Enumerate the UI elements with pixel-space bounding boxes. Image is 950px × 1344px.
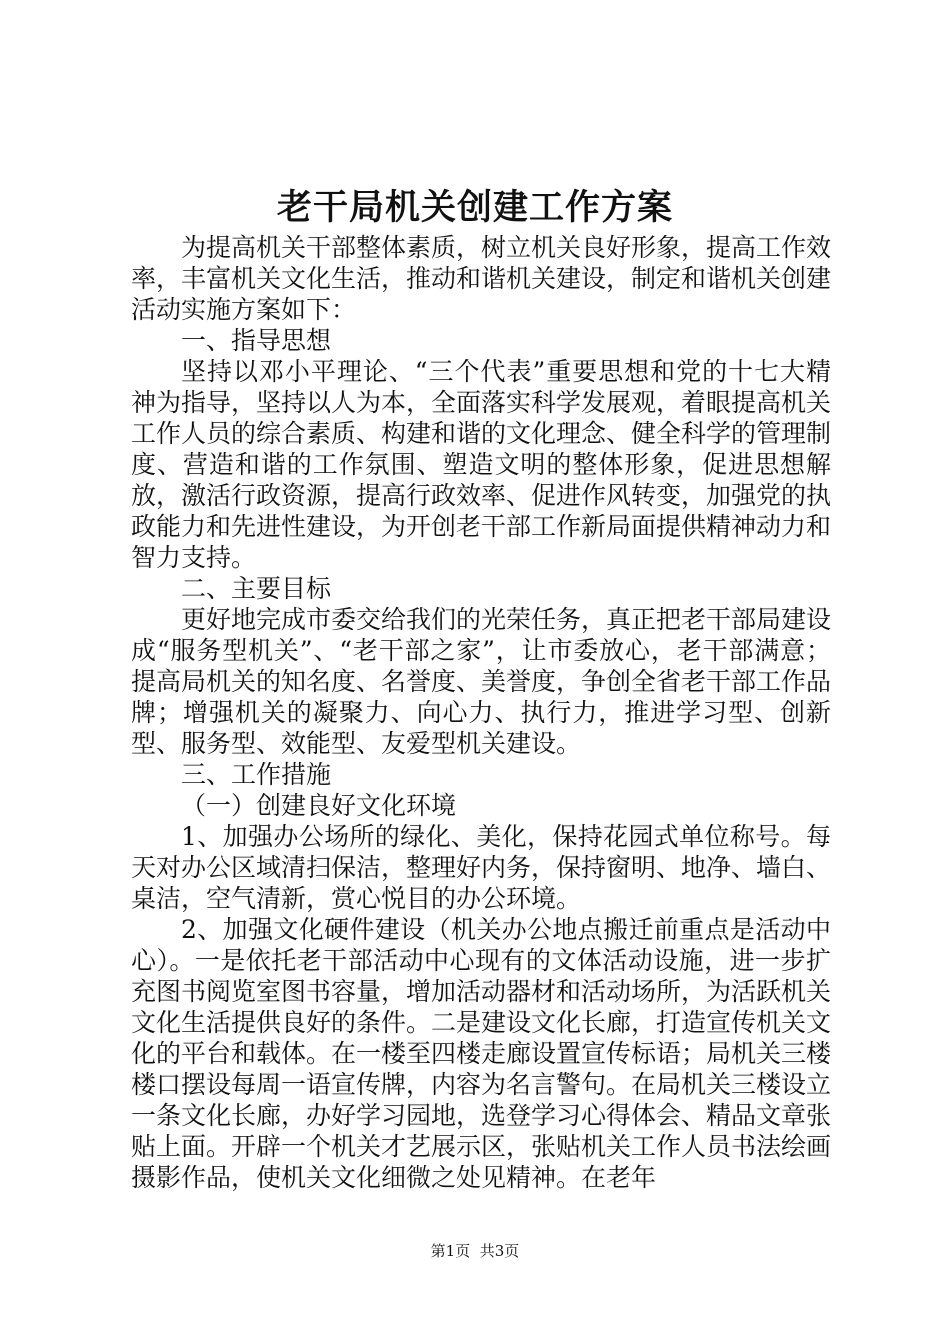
subsection-heading-culture-environment: （一）创建良好文化环境 bbox=[181, 791, 457, 820]
page-total: 共3页 bbox=[479, 1242, 520, 1260]
section-heading-main-goals: 二、主要目标 bbox=[181, 574, 332, 603]
document-body bbox=[131, 232, 831, 1193]
document-title: 老干局机关创建工作方案 bbox=[276, 187, 673, 228]
page-number: 第1页 bbox=[430, 1242, 471, 1260]
measure-item-2: 2、加强文化硬件建设（机关办公地点搬迁前重点是活动中心）。一是依托老干部活动中心现有的文体活动设施，进一步扩充图书阅览室图书容量，增加活动器材和活动场所，为活跃机关文化生活提供良好的条件。二是建设文化长廊，打造宣传机关文化的平台和载体。在一楼至四楼走廊设置宣传标语；局机关三楼楼口摆设每周一语宣传牌，内容为名言警句。在局机关三楼设立一条文化长廊，办好学习园地，选登学习心得体会、精品文章张贴上面。开辟一个机关才艺展示区，张贴机关工作人员书法绘画摄影作品，使机关文化细微之处见精神。在老年 bbox=[131, 915, 832, 1192]
intro-paragraph: 为提高机关干部整体素质，树立机关良好形象，提高工作效率，丰富机关文化生活，推动和谐机关建设，制定和谐机关创建活动实施方案如下： bbox=[131, 233, 832, 324]
section-heading-work-measures: 三、工作措施 bbox=[181, 760, 332, 789]
section-heading-guiding-ideology: 一、指导思想 bbox=[181, 326, 332, 355]
main-goals-paragraph: 更好地完成市委交给我们的光荣任务，真正把老干部局建设成“服务型机关”、“老干部之家”，让市委放心，老干部满意；提高局机关的知名度、名誉度、美誉度，争创全省老干部工作品牌；增强机关的凝聚力、向心力、执行力，推进学习型、创新型、服务型、效能型、友爱型机关建设。 bbox=[131, 605, 832, 758]
guiding-ideology-paragraph: 坚持以邓小平理论、“三个代表”重要思想和党的十七大精神为指导，坚持以人为本，全面落实科学发展观，着眼提高机关工作人员的综合素质、构建和谐的文化理念、健全科学的管理制度、营造和谐的工作氛围、塑造文明的整体形象，促进思想解放，激活行政资源，提高行政效率、促进作风转变，加强党的执政能力和先进性建设，为开创老干部工作新局面提供精神动力和智力支持。 bbox=[131, 357, 832, 572]
measure-item-1: 1、加强办公场所的绿化、美化，保持花园式单位称号。每天对办公区域清扫保洁，整理好内务，保持窗明、地净、墙白、桌洁，空气清新，赏心悦目的办公环境。 bbox=[131, 822, 832, 913]
page-footer bbox=[0, 1241, 950, 1261]
